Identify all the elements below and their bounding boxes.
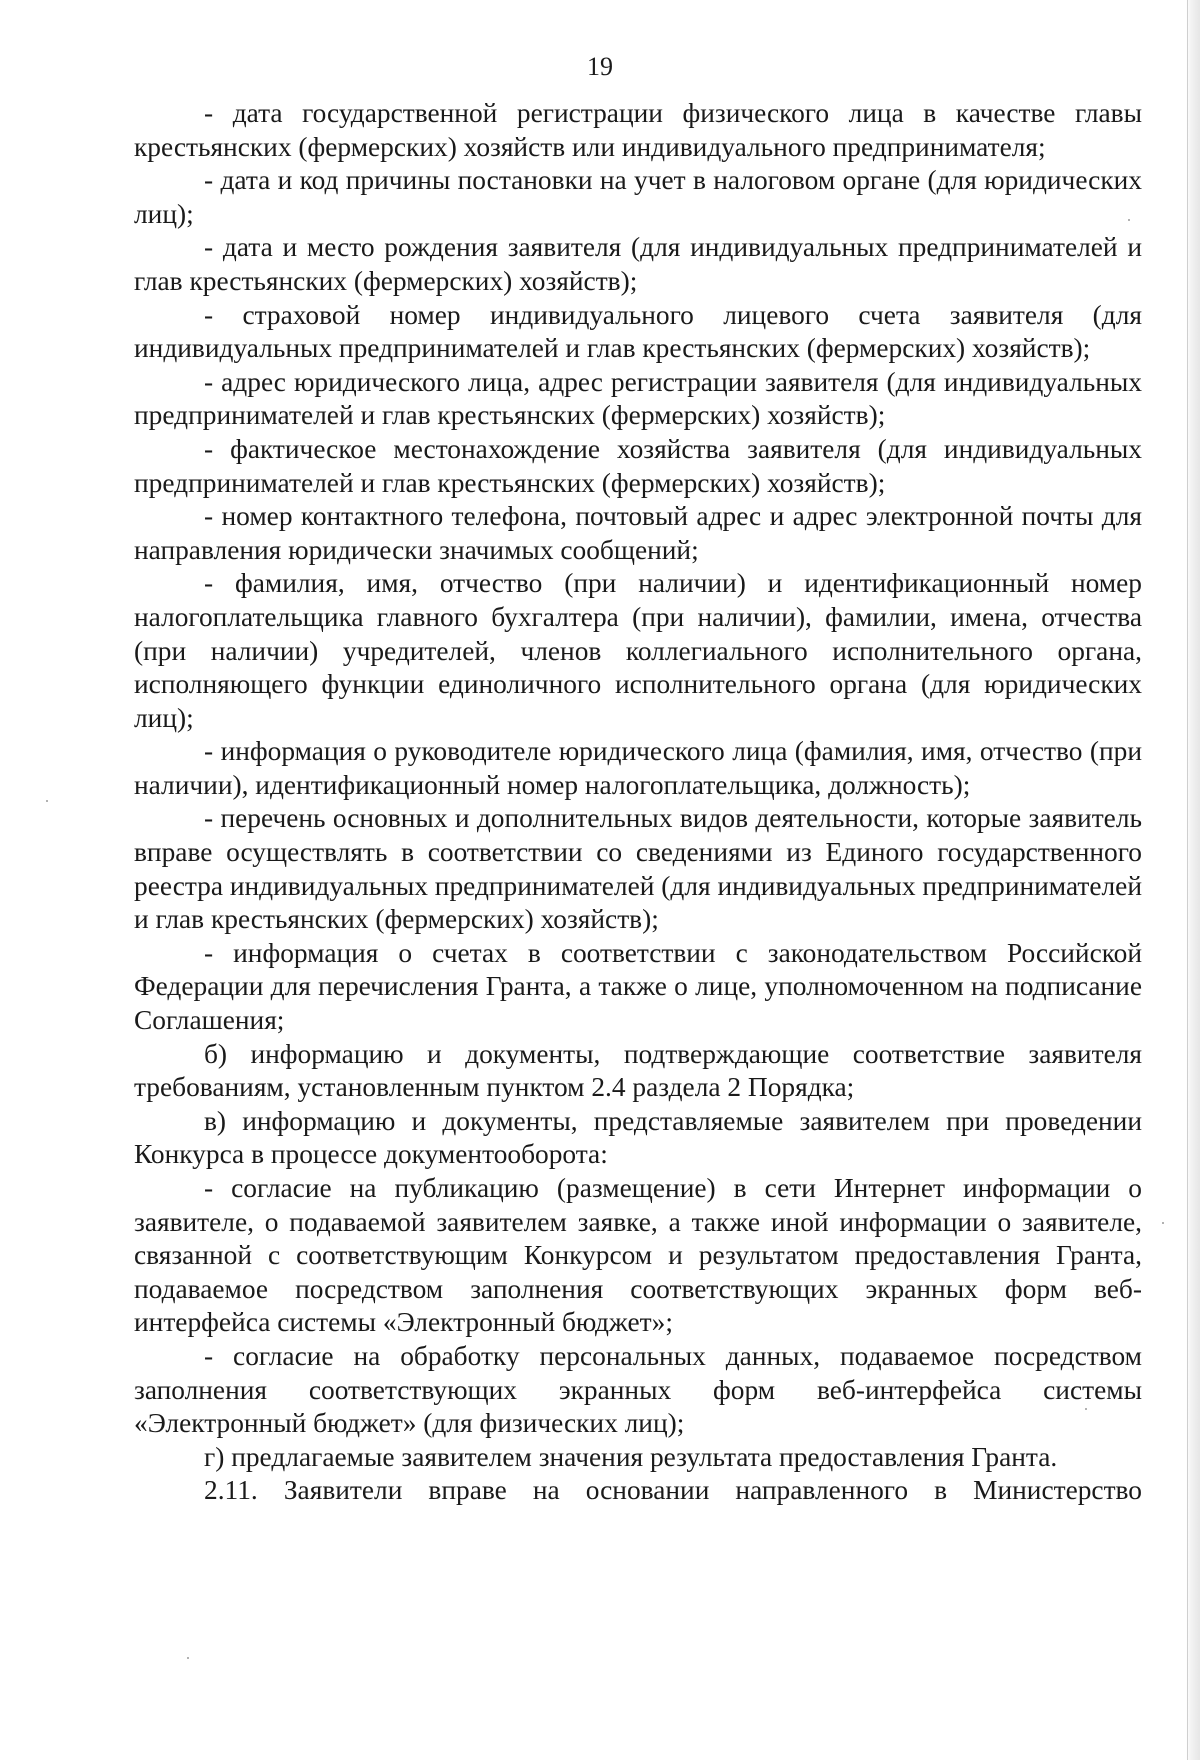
document-body [134,97,1142,1508]
page-number: 19 [587,52,613,81]
paragraph-item-v: в) информацию и документы, представляемые заявителем при проведении Конкурса в процессе документооборота: [134,1105,1142,1170]
scan-speck [46,800,48,802]
paragraph-head-info: - информация о руководителе юридического лица (фамилия, имя, отчество (при наличии), идентификационный номер налогоплательщика, должность); [134,736,1142,800]
paragraph-actual-location: - фактическое местонахождение хозяйства заявителя (для индивидуальных предпринимателей и глав крестьянских (фермерских) хозяйств); [134,433,1142,498]
paragraph-2-11: 2.11. Заявители вправе на основании направленного в Министерство [204,1475,1142,1506]
paragraph-activity-types: - перечень основных и дополнительных видов деятельности, которые заявитель вправе осуществлять в соответствии со сведениями из Единого государственного реестра индивидуальных предпринимателей (для индивидуальных предпринимателей и глав крестьянских (фермерских) хозяйств); [134,803,1142,935]
paragraph-accounts-info: - информация о счетах в соответствии с законодательством Российской Федерации для перечисления Гранта, а также о лице, уполномоченном на подписание Соглашения; [134,937,1142,1036]
paragraph-legal-address: - адрес юридического лица, адрес регистрации заявителя (для индивидуальных предпринимателей и глав крестьянских (фермерских) хозяйств); [134,366,1142,431]
paragraph-contact-details: - номер контактного телефона, почтовый адрес и адрес электронной почты для направления юридически значимых сообщений; [134,501,1142,565]
paragraph-registration-date: - дата государственной регистрации физического лица в качестве главы крестьянских (фермерских) хозяйств или индивидуального предпринимателя; [134,98,1142,162]
paragraph-item-b: б) информацию и документы, подтверждающие соответствие заявителя требованиям, установленным пунктом 2.4 раздела 2 Порядка; [134,1038,1142,1103]
scan-speck [1085,1408,1087,1410]
scanned-page-edge [1186,0,1200,1760]
paragraph-publication-consent: - согласие на публикацию (размещение) в сети Интернет информации о заявителе, о подаваемой заявителем заявке, а также иной информации о заявителе, связанной с соответствующим Конкурсом и результатом предоставления Гранта, подаваемое посредством заполнения соответствующих экранных форм веб-интерфейса системы «Электронный бюджет»; [134,1173,1142,1338]
scan-speck [187,1657,189,1659]
paragraph-birth-date-place: - дата и место рождения заявителя (для индивидуальных предпринимателей и глав крестьянских (фермерских) хозяйств); [134,232,1142,296]
paragraph-tax-registration: - дата и код причины постановки на учет в налоговом органе (для юридических лиц); [134,165,1142,229]
scan-speck [1162,1222,1164,1224]
scanned-page-edge-line [1187,0,1188,1760]
paragraph-item-g: г) предлагаемые заявителем значения результата предоставления Гранта. [204,1441,1058,1472]
paragraph-insurance-number: - страховой номер индивидуального лицевого счета заявителя (для индивидуальных предпринимателей и глав крестьянских (фермерских) хозяйств); [134,299,1142,364]
paragraph-accountant-founders: - фамилия, имя, отчество (при наличии) и идентификационный номер налогоплательщика главного бухгалтера (при наличии), фамилии, имена, отчества (при наличии) учредителей, членов коллегиального исполнительного органа, исполняющего функции единоличного исполнительного органа (для юридических лиц); [134,568,1142,733]
paragraph-personal-data-consent: - согласие на обработку персональных данных, подаваемое посредством заполнения соответствующих экранных форм веб-интерфейса системы «Электронный бюджет» (для физических лиц); [134,1340,1142,1439]
scan-speck [1128,219,1130,221]
